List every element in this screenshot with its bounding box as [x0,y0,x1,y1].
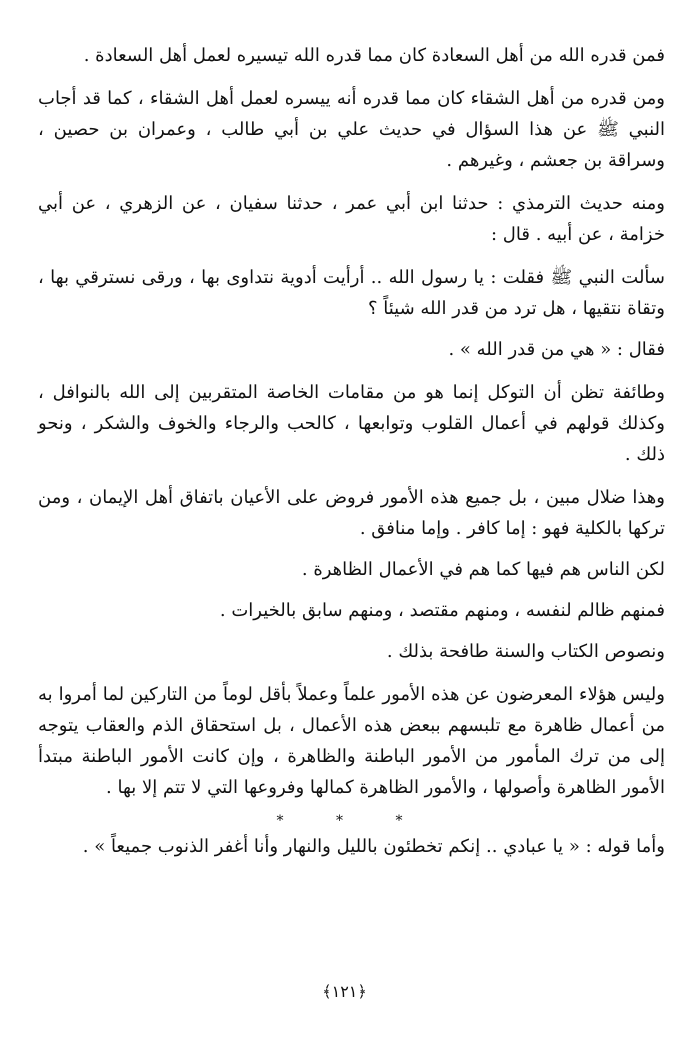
section-separator: * * * [276,813,427,829]
paragraph-5: فقال : « هي من قدر الله » . [448,339,665,360]
paragraph-10: ونصوص الكتاب والسنة طافحة بذلك . [386,641,665,662]
paragraph-4: سألت النبي ﷺ فقلت : يا رسول الله .. أرأيت أدوية نتداوى بها ، ورقى نسترقي بها ، وتقاة نتقيها ، هل ترد من قدر الله شيئاً ؟ [38,267,665,319]
paragraph-12: وأما قوله : « يا عبادي .. إنكم تخطئون بالليل والنهار وأنا أغفر الذنوب جميعاً » . [82,836,665,857]
page-body [38,40,665,862]
paragraph-7: وهذا ضلال مبين ، بل جميع هذه الأمور فروض على الأعيان باتفاق أهل الإيمان ، ومن تركها بالكلية فهو : إما كافر . وإما منافق . [38,487,665,539]
paragraph-11: وليس هؤلاء المعرضون عن هذه الأمور علماً وعملاً بأقل لوماً من التاركين لما أمروا به من أعمال ظاهرة مع تلبسهم ببعض هذه الأعمال ، بل استحقاق الذم والعقاب يتوجه إلى من ترك المأمور من الأمور الباطنة والظاهرة ، وإن كانت الأمور الباطنة مبتدأ الأمور الظاهرة وأصولها ، والأمور الظاهرة كمالها وفروعها التي لا تتم إلا بها . [38,684,665,798]
paragraph-6: وطائفة تظن أن التوكل إنما هو من مقامات الخاصة المتقربين إلى الله بالنوافل ، وكذلك قولهم في أعمال القلوب وتوابعها ، كالحب والرجاء والخوف والشكر ، ونحو ذلك . [38,382,665,465]
paragraph-9: فمنهم ظالم لنفسه ، ومنهم مقتصد ، ومنهم سابق بالخيرات . [219,600,665,621]
paragraph-8: لكن الناس هم فيها كما هم في الأعمال الظاهرة . [301,559,665,580]
paragraph-3: ومنه حديث الترمذي : حدثنا ابن أبي عمر ، حدثنا سفيان ، عن الزهري ، عن أبي خزامة ، عن أبيه . قال : [38,193,665,245]
paragraph-2: ومن قدره من أهل الشقاء كان مما قدره أنه ييسره لعمل أهل الشقاء ، كما قد أجاب النبي ﷺ عن هذا السؤال في حديث علي بن أبي طالب ، وعمران بن حصين ، وسراقة بن جعشم ، وغيرهم . [38,88,665,171]
paragraph-1: فمن قدره الله من أهل السعادة كان مما قدره الله تيسيره لعمل أهل السعادة . [83,45,665,66]
page-number: ﴿١٢١﴾ [322,982,367,1001]
